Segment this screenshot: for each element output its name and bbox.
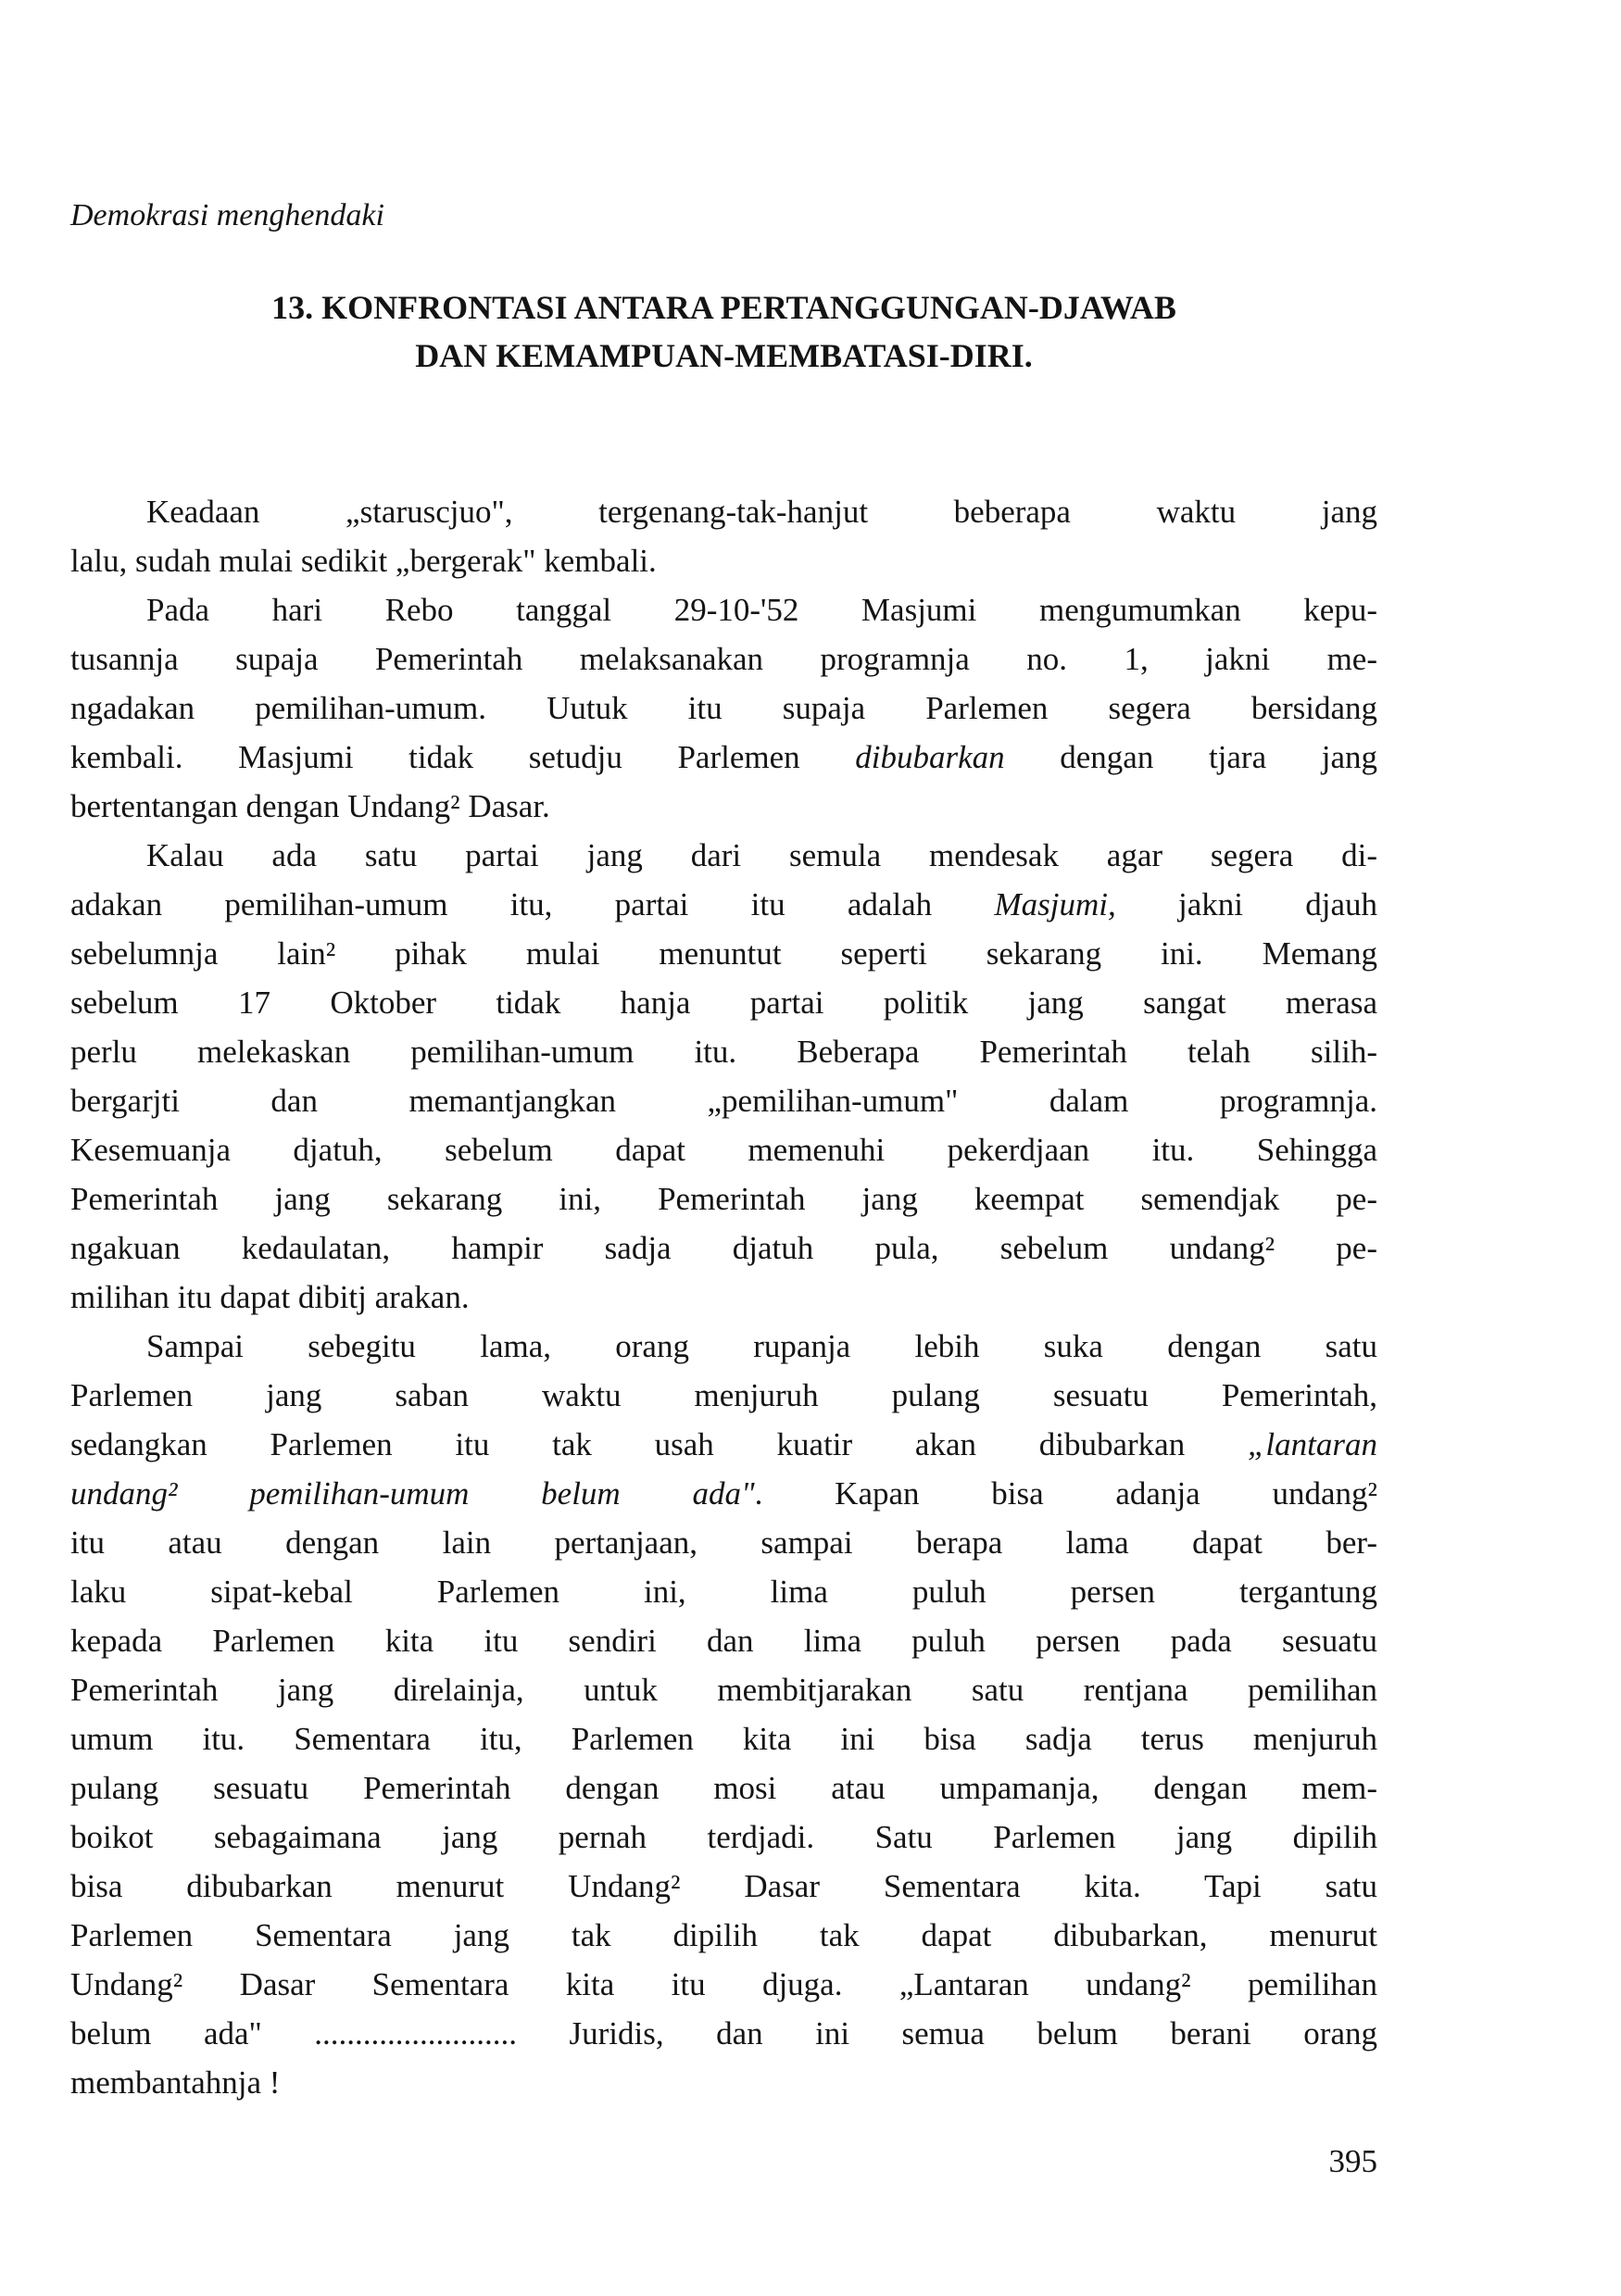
text-segment: Pemerintah jang sekarang ini, Pemerintah jang keempat semendjak pe- [70, 1181, 1377, 1217]
text-segment: adakan pemilihan-umum itu, partai itu adalah [70, 886, 995, 922]
text-line [70, 1174, 1377, 1223]
text-segment: Keadaan „staruscjuo", tergenang-tak-hanjut beberapa waktu jang [146, 494, 1377, 530]
text-segment: sebelumnja lain² pihak mulai menuntut seperti sekarang ini. Memang [70, 935, 1377, 972]
paragraph [70, 831, 1377, 1322]
text-segment: Pemerintah jang direlainja, untuk membitjarakan satu rentjana pemilihan [70, 1672, 1377, 1708]
text-segment: belum ada" ......................... Juridis, dan ini semua belum berani orang [70, 2015, 1377, 2051]
text-segment: bertentangan dengan Undang² Dasar. [70, 788, 550, 824]
text-segment: Parlemen Sementara jang tak dipilih tak dapat dibubarkan, menurut [70, 1917, 1377, 1953]
text-line [70, 1763, 1377, 1813]
text-segment: Undang² Dasar Sementara kita itu djuga. „Lantaran undang² pemilihan [70, 1966, 1377, 2002]
text-line [70, 585, 1377, 634]
text-line [70, 1027, 1377, 1076]
text-segment: kepada Parlemen kita itu sendiri dan lima puluh persen pada sesuatu [70, 1623, 1377, 1659]
body-text [70, 487, 1377, 2107]
text-segment: umum itu. Sementara itu, Parlemen kita ini bisa sadja terus menjuruh [70, 1721, 1377, 1757]
text-line [70, 2009, 1377, 2058]
text-line [70, 634, 1377, 684]
text-segment: Kesemuanja djatuh, sebelum dapat memenuhi pekerdjaan itu. Sehingga [70, 1132, 1377, 1168]
text-segment: Pada hari Rebo tanggal 29-10-'52 Masjumi mengumumkan kepu- [146, 592, 1377, 628]
chapter-title-line2: DAN KEMAMPUAN-MEMBATASI-DIRI. [415, 337, 1033, 374]
text-segment: Kalau ada satu partai jang dari semula mendesak agar segera di- [146, 837, 1377, 873]
text-segment: lalu, sudah mulai sedikit „bergerak" kembali. [70, 543, 657, 579]
text-line [70, 1273, 1377, 1322]
text-segment: kembali. Masjumi tidak setudju Parlemen [70, 739, 856, 775]
text-line [70, 733, 1377, 782]
text-segment: bergarjti dan memantjangkan „pemilihan-umum" dalam programnja. [70, 1083, 1377, 1119]
text-line [70, 978, 1377, 1027]
running-header: Demokrasi menghendaki [70, 198, 384, 232]
text-line [70, 536, 1377, 585]
text-segment: membantahnja ! [70, 2064, 281, 2101]
italic-text-segment: Masjumi, [994, 886, 1116, 922]
text-line [70, 1322, 1377, 1371]
text-segment: itu atau dengan lain pertanjaan, sampai berapa lama dapat ber- [70, 1524, 1377, 1561]
text-line [70, 782, 1377, 831]
text-segment: ngakuan kedaulatan, hampir sadja djatuh pula, sebelum undang² pe- [70, 1230, 1377, 1266]
text-segment: perlu melekaskan pemilihan-umum itu. Beberapa Pemerintah telah silih- [70, 1034, 1377, 1070]
text-line [70, 684, 1377, 733]
paragraph [70, 487, 1377, 585]
chapter-title-line1: 13. KONFRONTASI ANTARA PERTANGGUNGAN-DJAWAB [271, 289, 1176, 326]
text-line [70, 1616, 1377, 1665]
text-segment: bisa dibubarkan menurut Undang² Dasar Sementara kita. Tapi satu [70, 1868, 1377, 1904]
text-line [70, 1862, 1377, 1911]
page-number: 395 [1328, 2143, 1377, 2179]
text-segment: dengan tjara jang [1004, 739, 1377, 775]
text-segment: jakni djauh [1115, 886, 1377, 922]
paragraph [70, 585, 1377, 831]
text-segment: Sampai sebegitu lama, orang rupanja lebih suka dengan satu [146, 1328, 1377, 1364]
text-line [70, 1420, 1377, 1469]
text-segment: ngadakan pemilihan-umum. Uutuk itu supaja Parlemen segera bersidang [70, 690, 1377, 726]
text-segment: sebelum 17 Oktober tidak hanja partai politik jang sangat merasa [70, 985, 1377, 1021]
text-line [70, 1223, 1377, 1273]
text-segment: sedangkan Parlemen itu tak usah kuatir akan dibubarkan [70, 1426, 1248, 1462]
text-segment: pulang sesuatu Pemerintah dengan mosi atau umpamanja, dengan mem- [70, 1770, 1377, 1806]
text-line [70, 1518, 1377, 1567]
text-line [70, 1813, 1377, 1862]
paragraph [70, 1322, 1377, 2107]
text-line [70, 880, 1377, 929]
text-segment: boikot sebagaimana jang pernah terdjadi. Satu Parlemen jang dipilih [70, 1819, 1377, 1855]
text-line [70, 1371, 1377, 1420]
chapter-title [70, 283, 1377, 380]
text-line [70, 1125, 1377, 1174]
text-segment: laku sipat-kebal Parlemen ini, lima puluh persen tergantung [70, 1574, 1377, 1610]
page-content [70, 196, 1377, 2186]
text-segment: tusannja supaja Pemerintah melaksanakan programnja no. 1, jakni me- [70, 641, 1377, 677]
italic-text-segment: undang² pemilihan-umum belum ada" [70, 1475, 755, 1512]
text-line [70, 1960, 1377, 2009]
text-segment: milihan itu dapat dibitj arakan. [70, 1279, 470, 1315]
text-line [70, 1469, 1377, 1518]
text-line [70, 1076, 1377, 1125]
text-segment: . Kapan bisa adanja undang² [754, 1475, 1377, 1512]
text-segment: Parlemen jang saban waktu menjuruh pulang sesuatu Pemerintah, [70, 1377, 1377, 1413]
text-line [70, 831, 1377, 880]
italic-text-segment: dibubarkan [855, 739, 1005, 775]
text-line [70, 2058, 1377, 2107]
italic-text-segment: „lantaran [1247, 1426, 1377, 1462]
text-line [70, 1665, 1377, 1714]
text-line [70, 1714, 1377, 1763]
text-line [70, 929, 1377, 978]
text-line [70, 1911, 1377, 1960]
text-line [70, 487, 1377, 536]
text-line [70, 1567, 1377, 1616]
